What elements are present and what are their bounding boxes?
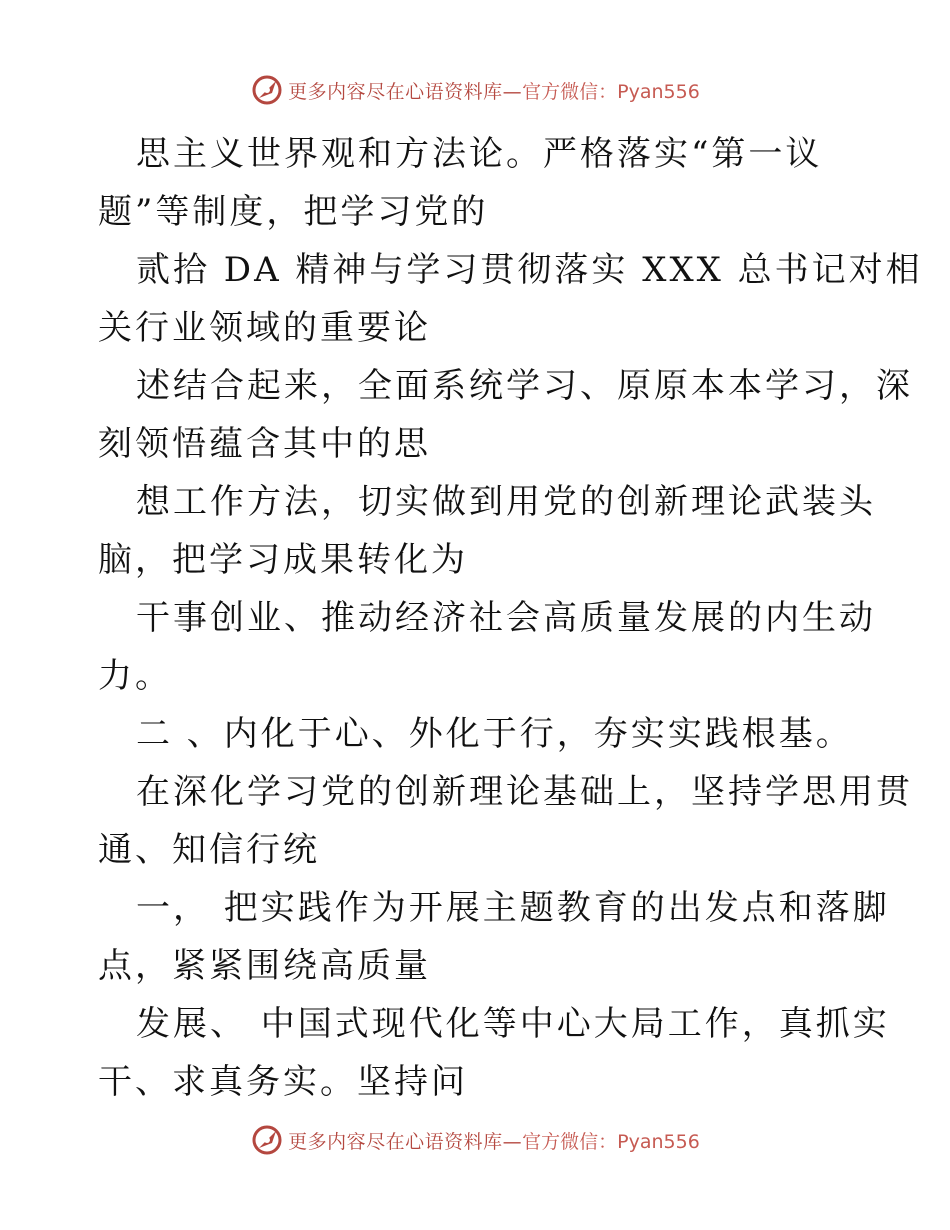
text-line: 发展、 中国式现代化等中心大局工作，真抓实 [136,1004,890,1044]
watermark-footer [0,1120,950,1160]
text-line: 干、求真务实。坚持问 [98,1062,468,1102]
watermark-contact: 官方微信：Pyan556 [522,80,700,103]
text-line: 点，紧紧围绕高质量 [98,946,431,986]
text-line: 思主义世界观和方法论。严格落实“第一议 [136,134,823,174]
text-line: 在深化学习党的创新理论基础上，坚持学思用贯 [136,772,913,812]
watermark-header [0,70,950,110]
text-line: 刻领悟蕴含其中的思 [98,424,431,464]
text-line: 贰拾 DA 精神与学习贯彻落实 XXX 总书记对相 [136,250,923,290]
text-line: 力。 [98,656,172,696]
watermark-text: 更多内容尽在心语资料库— [288,1130,523,1153]
document-body [98,125,923,1111]
text-line: 想工作方法，切实做到用党的创新理论武装头 [136,482,876,522]
text-line: 干事创业、推动经济社会高质量发展的内生动 [136,598,876,638]
section-heading: 二 、内化于心、外化于行，夯实实践根基。 [136,714,853,754]
text-line: 题”等制度，把学习党的 [98,192,489,232]
quill-logo-icon [250,1123,284,1157]
text-line: 一， 把实践作为开展主题教育的出发点和落脚 [136,888,890,928]
text-line: 述结合起来，全面系统学习、原原本本学习，深 [136,366,913,406]
watermark-text: 更多内容尽在心语资料库— [288,80,523,103]
watermark-contact: 官方微信：Pyan556 [522,1130,700,1153]
text-line: 关行业领域的重要论 [98,308,431,348]
quill-logo-icon [250,73,284,107]
text-line: 脑，把学习成果转化为 [98,540,468,580]
text-line: 通、知信行统 [98,830,320,870]
